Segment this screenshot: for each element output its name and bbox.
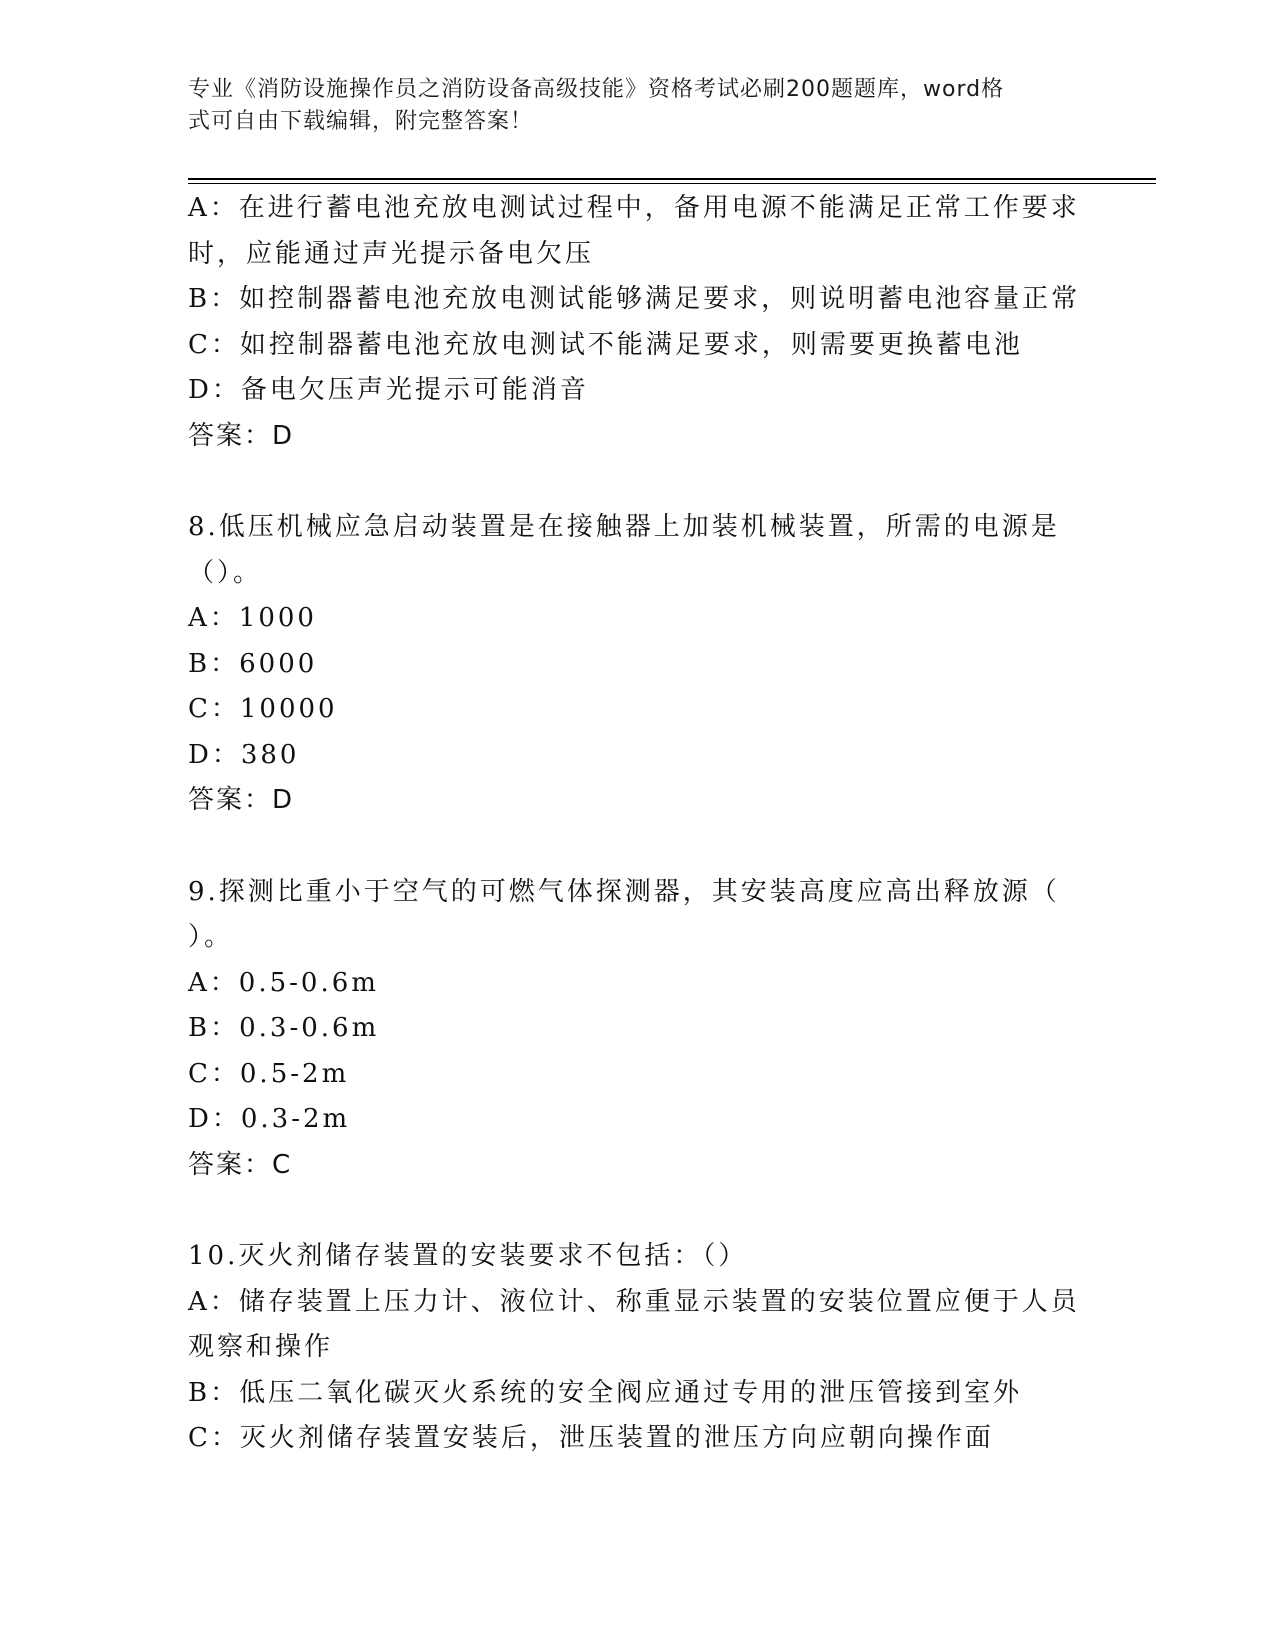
q7-option-d: D：备电欠压声光提示可能消音 bbox=[188, 375, 589, 405]
question-9 bbox=[188, 870, 1088, 1189]
q9-option-d: D：0.3-2m bbox=[188, 1104, 351, 1134]
header-line-1: 专业《消防设施操作员之消防设备高级技能》资格考试必刷200题题库，word格 bbox=[188, 77, 1005, 102]
q7-option-a-line-1: A：在进行蓄电池充放电测试过程中，备用电源不能满足正常工作要求 bbox=[188, 193, 1080, 223]
document-header bbox=[188, 74, 1068, 138]
q10-stem: 10.灭火剂储存装置的安装要求不包括：（） bbox=[188, 1241, 748, 1271]
q8-option-b: B：6000 bbox=[188, 648, 318, 679]
q9-stem-line-2: ）。 bbox=[188, 922, 234, 952]
q9-stem-line-1: 9.探测比重小于空气的可燃气体探测器，其安装高度应高出释放源（ bbox=[188, 876, 1060, 907]
q7-option-a-line-2: 时，应能通过声光提示备电欠压 bbox=[188, 238, 595, 269]
q8-stem-line-1: 8.低压机械应急启动装置是在接触器上加装机械装置，所需的电源是 bbox=[188, 512, 1060, 542]
question-list bbox=[188, 186, 1088, 1462]
q8-option-d: D：380 bbox=[188, 739, 300, 770]
header-divider-thin bbox=[188, 183, 1156, 184]
header-line-2: 式可自由下载编辑，附完整答案！ bbox=[188, 109, 534, 134]
q10-option-c: C：灭火剂储存装置安装后，泄压装置的泄压方向应朝向操作面 bbox=[188, 1423, 994, 1453]
q7-answer: 答案：D bbox=[188, 420, 295, 451]
question-8 bbox=[188, 505, 1088, 824]
q10-option-a-line-2: 观察和操作 bbox=[188, 1332, 334, 1362]
q9-answer: 答案：C bbox=[188, 1149, 293, 1180]
q7-option-b: B：如控制器蓄电池充放电测试能够满足要求，则说明蓄电池容量正常 bbox=[188, 284, 1081, 314]
q9-option-b: B：0.3-0.6m bbox=[188, 1013, 380, 1043]
q8-option-a: A：1000 bbox=[188, 603, 317, 633]
spacer bbox=[188, 459, 1088, 505]
q9-option-c: C：0.5-2m bbox=[188, 1058, 350, 1089]
header-divider-thick bbox=[188, 178, 1156, 180]
q7-option-c: C：如控制器蓄电池充放电测试不能满足要求，则需要更换蓄电池 bbox=[188, 329, 1023, 360]
q8-option-c: C：10000 bbox=[188, 694, 338, 724]
q9-option-a: A：0.5-0.6m bbox=[188, 967, 379, 998]
spacer bbox=[188, 824, 1088, 870]
q10-option-b: B：低压二氧化碳灭火系统的安全阀应通过专用的泄压管接到室外 bbox=[188, 1377, 1023, 1408]
spacer bbox=[188, 1188, 1088, 1234]
q8-stem-line-2: （）。 bbox=[188, 557, 263, 588]
question-7 bbox=[188, 186, 1088, 459]
question-10 bbox=[188, 1234, 1088, 1462]
q8-answer: 答案：D bbox=[188, 785, 295, 815]
q10-option-a-line-1: A：储存装置上压力计、液位计、称重显示装置的安装位置应便于人员 bbox=[188, 1286, 1080, 1317]
